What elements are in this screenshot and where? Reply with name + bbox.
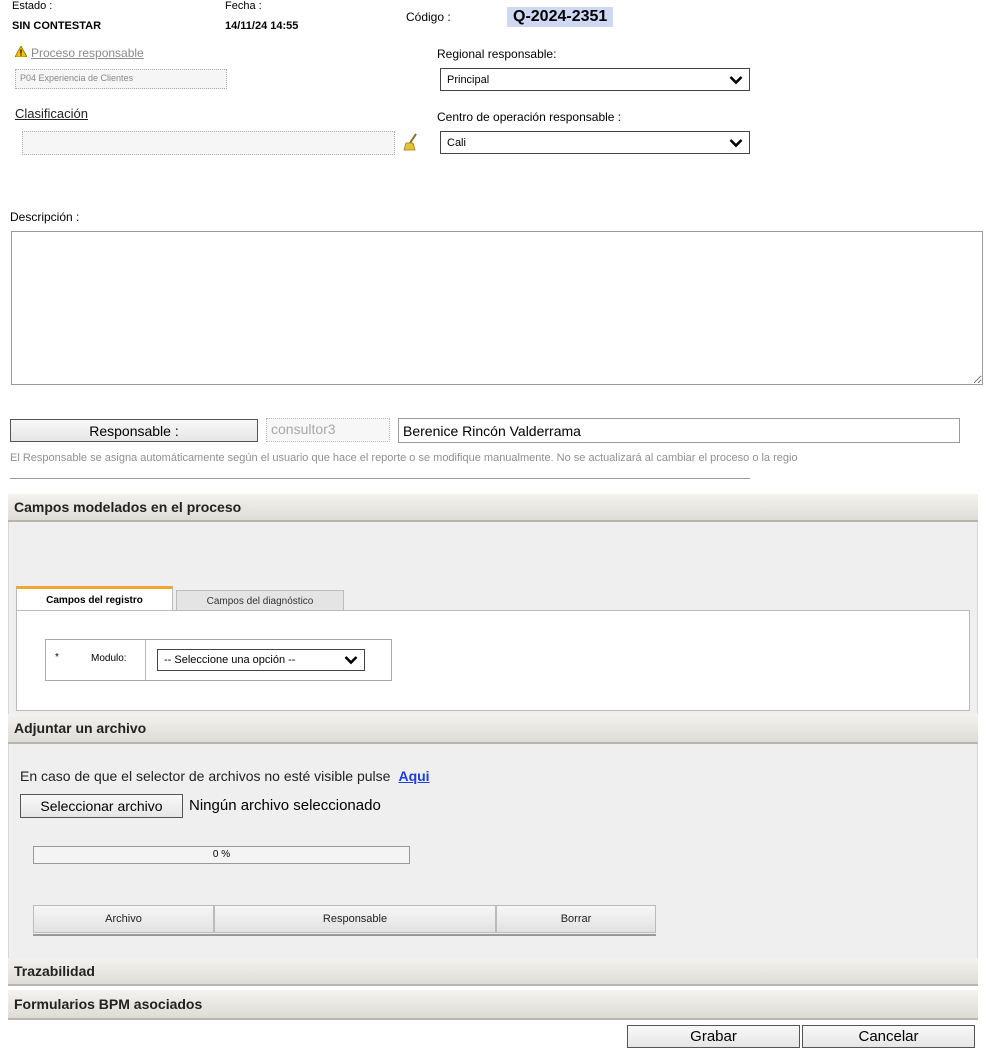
files-table (33, 905, 656, 936)
file-status: Ningún archivo seleccionado (189, 797, 381, 814)
tab-campos-registro[interactable]: Campos del registro (16, 586, 173, 611)
column-responsable: Responsable (214, 905, 496, 933)
regional-select[interactable] (440, 68, 750, 91)
descripcion-textarea[interactable] (11, 231, 983, 385)
modulo-select[interactable] (157, 649, 365, 671)
codigo-value: Q-2024-2351 (507, 7, 613, 27)
progress-bar (33, 846, 410, 864)
column-borrar: Borrar (496, 905, 656, 933)
warning-icon (15, 46, 27, 60)
aqui-link[interactable]: Aqui (398, 768, 430, 784)
tab-campos-diagnostico[interactable]: Campos del diagnóstico (176, 590, 344, 611)
section-trazabilidad[interactable]: Trazabilidad (8, 958, 978, 986)
column-archivo: Archivo (33, 905, 214, 933)
regional-selected: Principal (447, 73, 490, 86)
modulo-separator (145, 640, 146, 680)
select-file-button[interactable]: Seleccionar archivo (20, 794, 183, 818)
regional-label: Regional responsable: (437, 47, 557, 61)
centro-selected: Cali (447, 136, 466, 149)
adjuntar-hint-row (20, 768, 430, 784)
broom-icon[interactable] (403, 133, 419, 154)
section-formularios[interactable]: Formularios BPM asociados (8, 990, 978, 1020)
responsable-user: consultor3 (266, 418, 390, 442)
descripcion-label: Descripción : (10, 210, 80, 224)
modulo-selected: -- Seleccione una opción -- (164, 654, 296, 666)
clasificacion-value (22, 131, 395, 155)
chevron-down-icon (344, 655, 358, 665)
centro-select[interactable] (440, 131, 750, 154)
codigo-label: Código : (406, 10, 451, 24)
cancel-button[interactable]: Cancelar (802, 1025, 975, 1048)
divider (10, 478, 750, 479)
responsable-name-input[interactable]: Berenice Rincón Valderrama (398, 418, 960, 443)
adjuntar-hint: En caso de que el selector de archivos no esté visible pulse (20, 768, 391, 784)
responsable-button[interactable]: Responsable : (10, 419, 258, 442)
proceso-label-row (15, 46, 144, 60)
proceso-value: P04 Experiencia de Clientes (15, 69, 227, 89)
fecha-label: Fecha : (225, 0, 262, 12)
section-adjuntar[interactable]: Adjuntar un archivo (8, 714, 978, 744)
section-campos-modelados[interactable]: Campos modelados en el proceso (8, 494, 978, 522)
clasificacion-label[interactable]: Clasificación (15, 106, 88, 121)
fecha-value: 14/11/24 14:55 (225, 20, 299, 32)
centro-label: Centro de operación responsable : (437, 110, 622, 124)
progress-text: 0 % (212, 849, 231, 860)
chevron-down-icon (729, 75, 743, 85)
estado-label: Estado : (12, 0, 53, 12)
chevron-down-icon (729, 138, 743, 148)
proceso-label[interactable]: Proceso responsable (31, 46, 144, 60)
responsable-note: El Responsable se asigna automáticamente según el usuario que hace el reporte o se modifique manualmente. No se actualizará al cambiar el proceso o la regio (10, 452, 798, 464)
estado-value: SIN CONTESTAR (12, 20, 102, 32)
modulo-label: Modulo: (91, 653, 127, 664)
save-button[interactable]: Grabar (627, 1025, 800, 1048)
required-mark: * (55, 652, 59, 663)
